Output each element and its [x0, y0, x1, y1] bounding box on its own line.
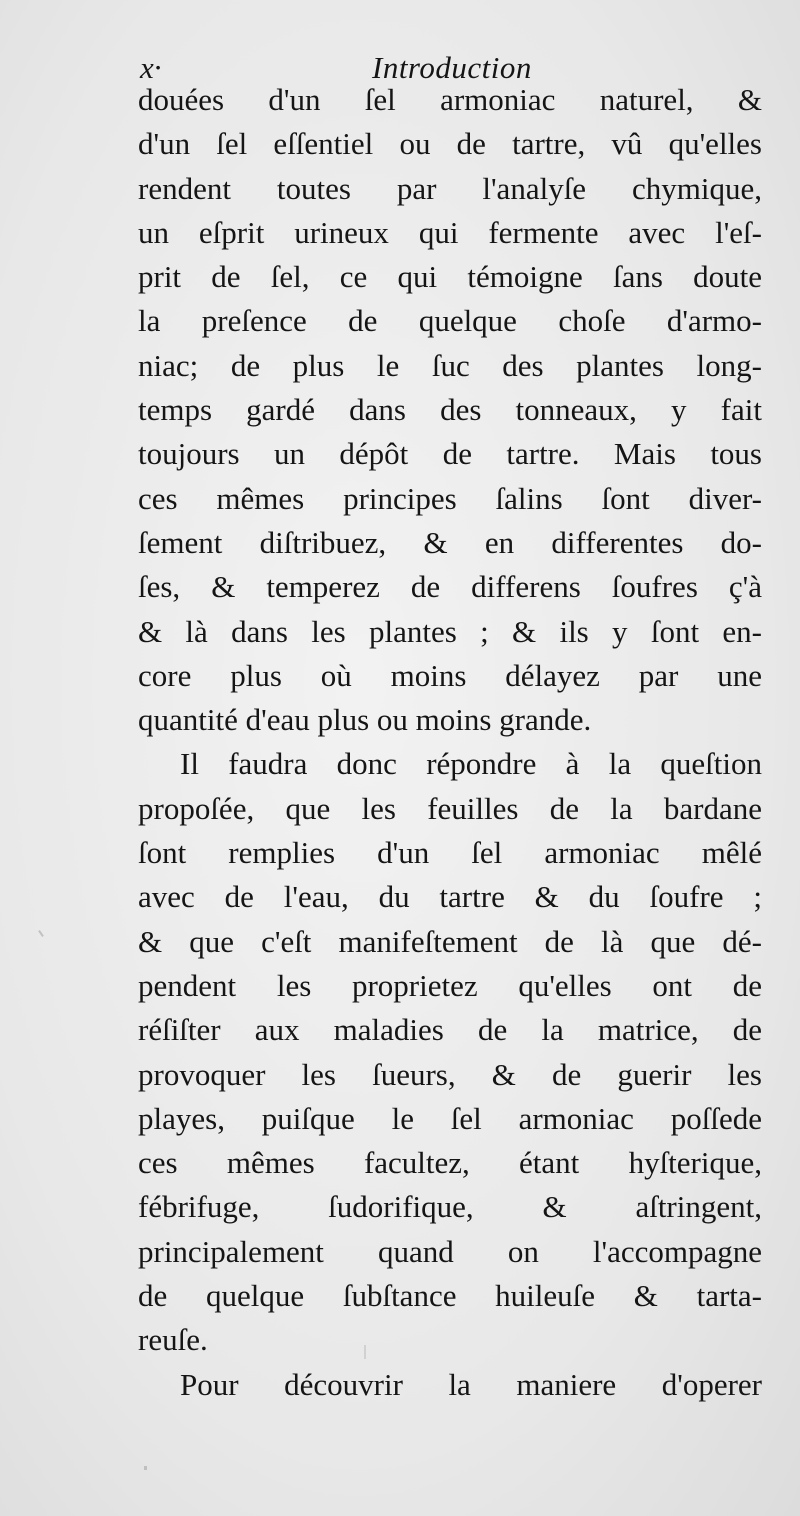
text-line: Il faudra donc répondre à la queſtion [180, 746, 762, 782]
text-line: ſement diſtribuez, & en differentes do- [138, 524, 762, 560]
text-line: prit de ſel, ce qui témoigne ſans doute [138, 259, 762, 295]
paper-speck [144, 1466, 147, 1470]
text-line: ſont remplies d'un ſel armoniac mêlé [138, 835, 762, 871]
text-line: temps gardé dans des tonneaux, y fait [138, 392, 762, 428]
text-line: un eſprit urineux qui fermente avec l'eſ- [138, 214, 762, 250]
text-line: ſes, & temperez de differens ſoufres ç'à [138, 569, 762, 605]
text-line: quantité d'eau plus ou moins grande. [138, 702, 592, 738]
text-line: d'un ſel eſſentiel ou de tartre, vû qu'elles [138, 126, 762, 162]
text-line: & que c'eſt manifeſtement de là que dé- [138, 923, 762, 959]
page-number: x· [140, 50, 162, 85]
paper-speck [364, 1345, 366, 1359]
text-line: douées d'un ſel armoniac naturel, & [138, 82, 762, 117]
text-line: propoſée, que les feuilles de la bardane [138, 790, 762, 826]
text-line: & là dans les plantes ; & ils y ſont en- [138, 613, 762, 649]
text-line: la preſence de quelque choſe d'armo- [138, 303, 762, 339]
text-line: fébrifuge, ſudorifique, & aſtringent, [138, 1189, 762, 1225]
text-line: core plus où moins délayez par une [138, 657, 762, 693]
text-line: ces mêmes principes ſalins ſont diver- [138, 480, 762, 516]
text-line: niac; de plus le ſuc des plantes long- [138, 347, 762, 383]
text-line: provoquer les ſueurs, & de guerir les [138, 1056, 762, 1092]
text-line: Pour découvrir la maniere d'operer [180, 1366, 762, 1402]
text-line: de quelque ſubſtance huileuſe & tarta- [138, 1278, 762, 1314]
text-line: réſiſter aux maladies de la matrice, de [138, 1012, 762, 1048]
text-line: ces mêmes facultez, étant hyſterique, [138, 1145, 762, 1181]
text-line: avec de l'eau, du tartre & du ſoufre ; [138, 879, 762, 915]
body-text [138, 78, 762, 1407]
text-line: rendent toutes par l'analyſe chymique, [138, 170, 762, 206]
text-line: playes, puiſque le ſel armoniac poſſede [138, 1100, 762, 1136]
text-line: reuſe. [138, 1322, 208, 1358]
paper-speck [38, 930, 44, 937]
text-line: pendent les proprietez qu'elles ont de [138, 967, 762, 1003]
running-title: Introduction [372, 50, 532, 85]
text-line: principalement quand on l'accompagne [138, 1233, 762, 1269]
text-line: toujours un dépôt de tartre. Mais tous [138, 436, 762, 472]
